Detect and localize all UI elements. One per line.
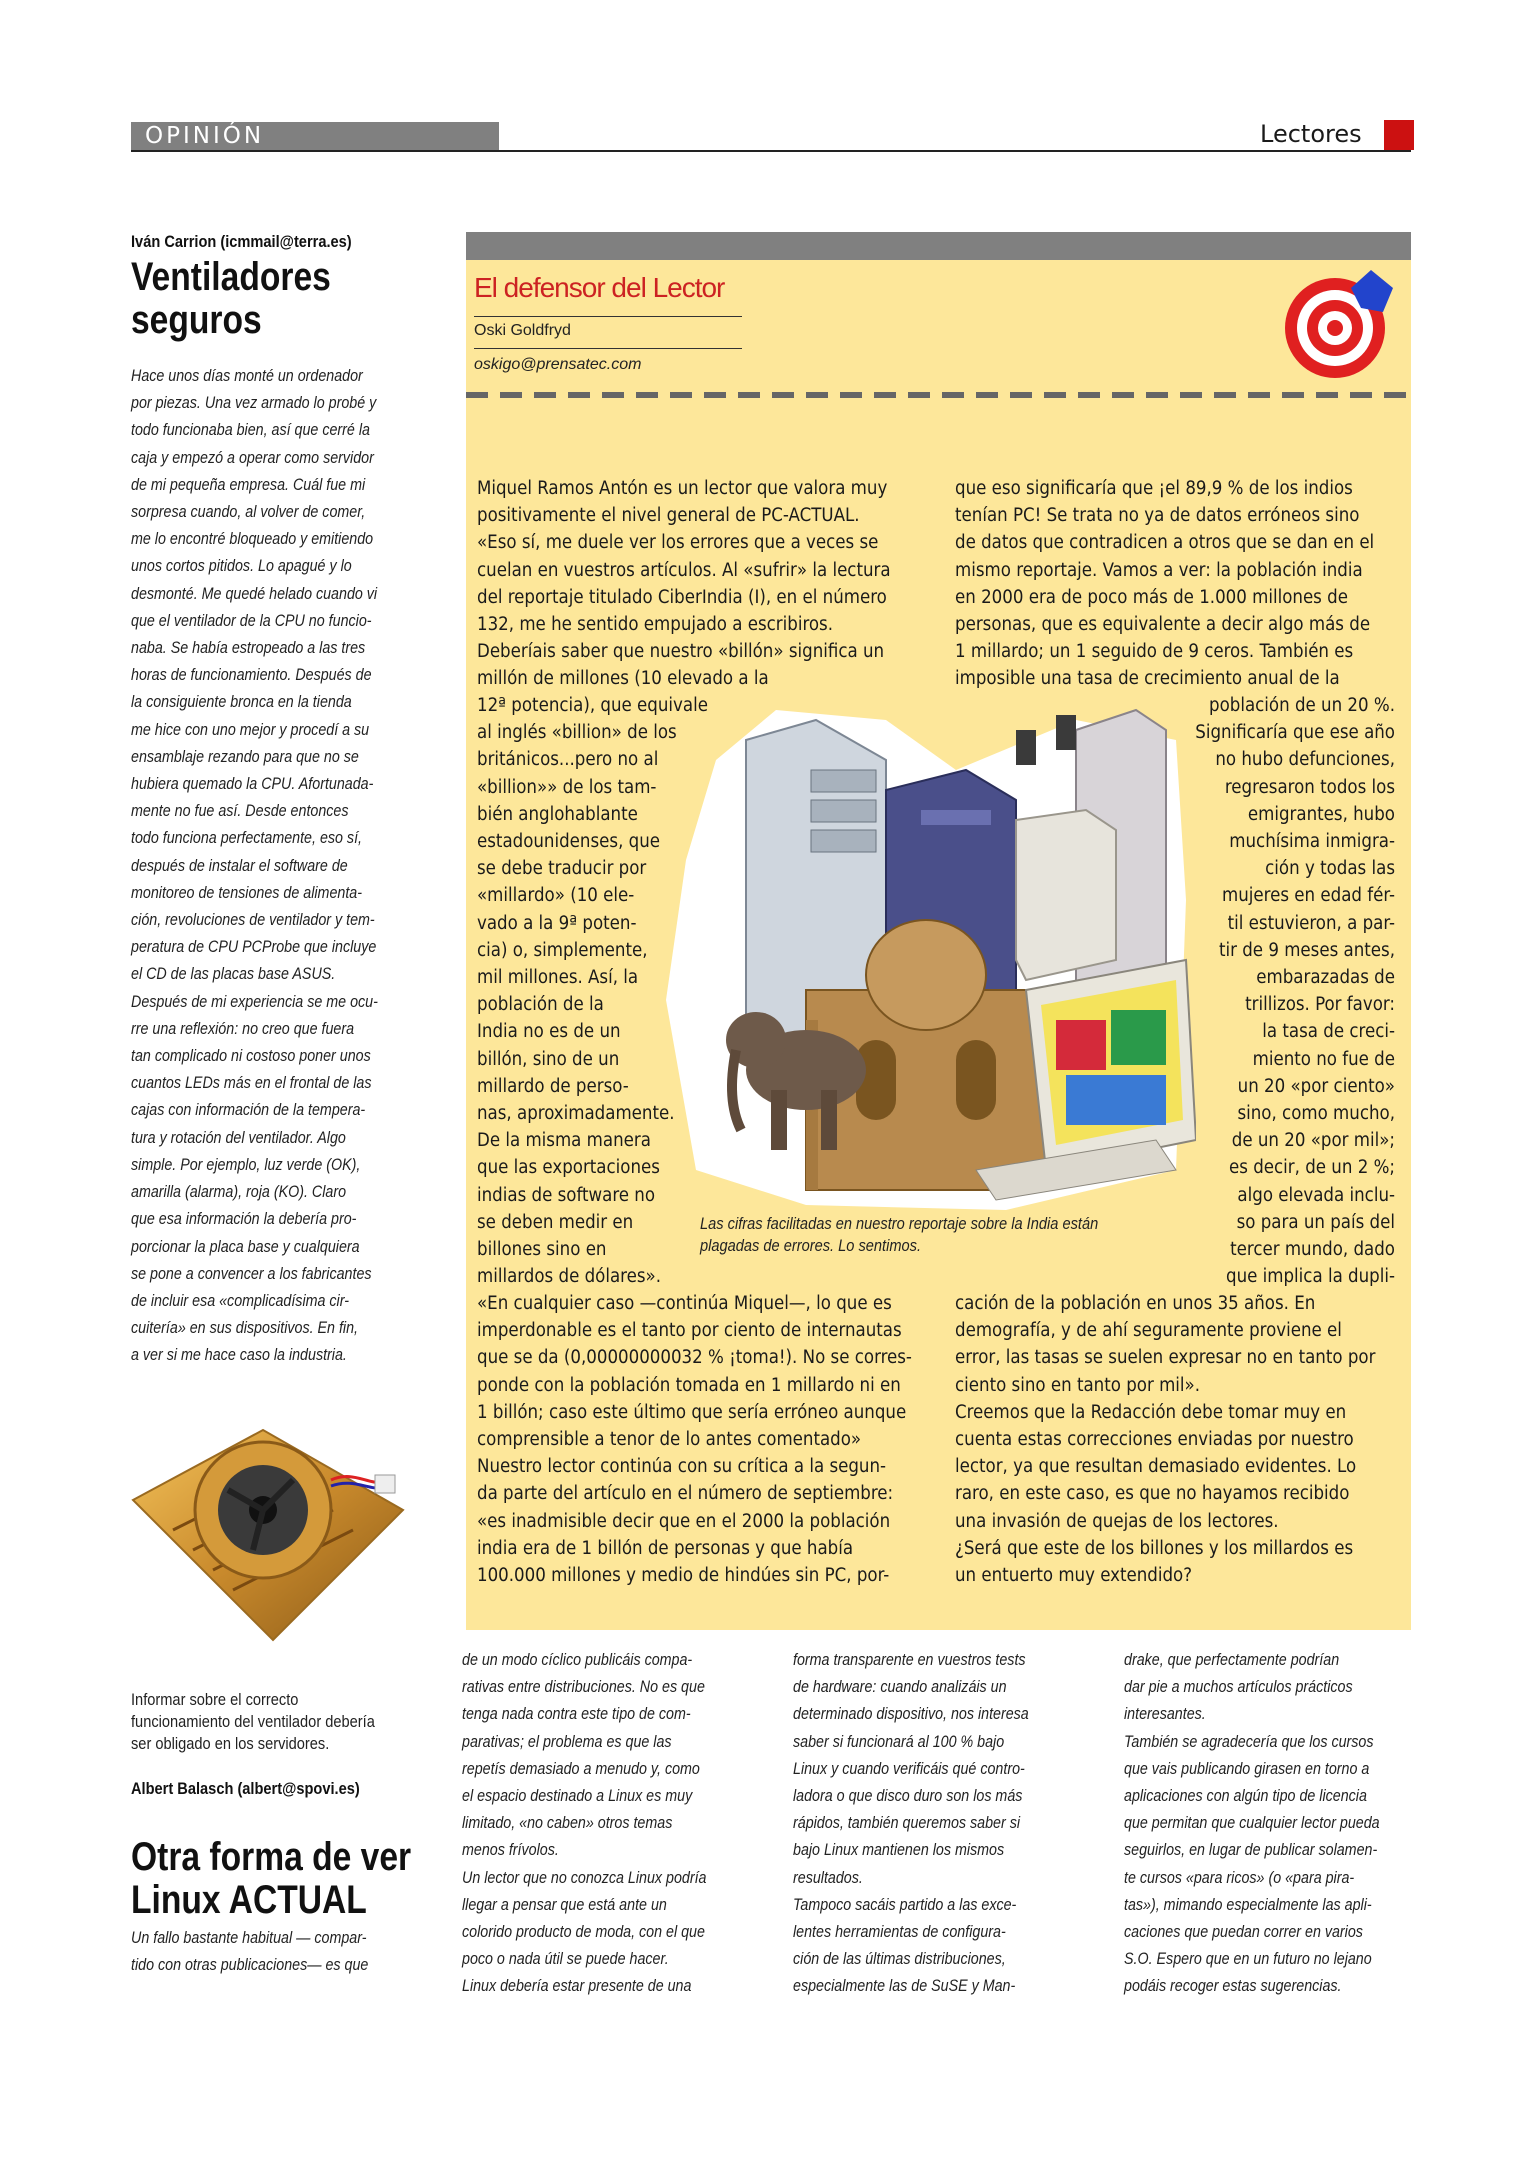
text-line: que permitan que cualquier lector pueda bbox=[1124, 1813, 1380, 1833]
text-line: a ver si me hace caso la industria. bbox=[131, 1345, 347, 1365]
text-line: drake, que perfectamente podrían bbox=[1124, 1650, 1340, 1669]
text-line: «millardo» (10 ele- bbox=[477, 885, 635, 907]
text-line: til estuvieron, a par- bbox=[1227, 912, 1395, 934]
text-line: millón de millones (10 elevado a la bbox=[477, 668, 769, 690]
text-line: que eso significaría que ¡el 89,9 % de los indios bbox=[955, 478, 1353, 499]
text-line: que se da (0,00000000032 % ¡toma!). No se corres- bbox=[477, 1347, 912, 1369]
text-line: tan complicado ni costoso poner unos bbox=[131, 1046, 371, 1066]
text-line: nas, aproximadamente. bbox=[477, 1103, 675, 1125]
text-line: demografía, y de ahí seguramente proviene el bbox=[955, 1320, 1342, 1342]
article-left-top bbox=[477, 475, 891, 693]
text-line: Significaría que ese año bbox=[1195, 722, 1395, 744]
text-line: millardos de dólares». bbox=[477, 1266, 661, 1288]
text-line: me lo encontré bloqueado y emitiendo bbox=[131, 529, 374, 549]
text-line: muchísima inmigra- bbox=[1229, 831, 1395, 853]
text-line: interesantes. bbox=[1124, 1704, 1206, 1724]
text-line: bajo Linux mantienen los mismos bbox=[793, 1840, 1005, 1860]
text-line: 1 billón; caso este último que sería erróneo aunque bbox=[477, 1401, 907, 1423]
text-line: ensamblaje rezando para que no se bbox=[131, 746, 359, 766]
text-line: un 20 «por ciento» bbox=[1237, 1075, 1395, 1097]
text-line: el CD de las placas base ASUS. bbox=[131, 964, 336, 984]
feature-email: oskigo@prensatec.com bbox=[474, 356, 642, 373]
text-line: de hardware: cuando analizáis un bbox=[793, 1677, 1007, 1697]
text-line: «Eso sí, me duele ver los errores que a veces se bbox=[477, 532, 879, 554]
text-line: ¿Será que este de los billones y los millardos es bbox=[955, 1537, 1354, 1559]
text-line: 1 millardo; un 1 seguido de 9 ceros. También es bbox=[955, 641, 1354, 663]
letter-title: Otra forma de ver Linux ACTUAL bbox=[131, 1835, 412, 1922]
caption-line: funcionamiento del ventilador debería bbox=[131, 1712, 375, 1731]
text-line: miento no fue de bbox=[1252, 1048, 1395, 1070]
text-line: Un fallo bastante habitual — compar- bbox=[131, 1928, 367, 1947]
text-line: poco o nada útil se puede hacer. bbox=[462, 1949, 669, 1969]
letter-author: Albert Balasch (albert@spovi.es) bbox=[131, 1779, 360, 1798]
text-line: comprensible a tenor de lo antes comentado» bbox=[477, 1429, 862, 1451]
text-line: se deben medir en bbox=[477, 1211, 634, 1233]
text-line: repetís demasiado a menudo y, como bbox=[462, 1758, 700, 1778]
letter-body bbox=[131, 362, 416, 1369]
text-line: billón, sino de un bbox=[477, 1048, 620, 1070]
text-line: indias de software no bbox=[477, 1184, 656, 1206]
text-line: cuantos LEDs más en el frontal de las bbox=[131, 1073, 372, 1093]
text-line: naba. Se había estropeado a las tres bbox=[131, 638, 366, 658]
text-line: cuitería» en sus dispositivos. En fin, bbox=[131, 1318, 359, 1338]
text-line: regresaron todos los bbox=[1224, 776, 1395, 798]
article-right-wrap bbox=[1170, 692, 1395, 1290]
text-line: horas de funcionamiento. Después de bbox=[131, 665, 372, 685]
text-line: rre una reflexión: no creo que fuera bbox=[131, 1018, 355, 1038]
text-line: India no es de un bbox=[477, 1021, 621, 1043]
text-line: india era de 1 billón de personas y que había bbox=[477, 1537, 854, 1559]
text-line: embarazadas de bbox=[1256, 967, 1395, 989]
text-line: S.O. Espero que en un futuro no lejano bbox=[1124, 1949, 1372, 1969]
text-line: imperdonable es el tanto por ciento de internautas bbox=[477, 1320, 902, 1342]
text-line: el espacio destinado a Linux es muy bbox=[462, 1786, 693, 1806]
text-line: simple. Por ejemplo, luz verde (OK), bbox=[131, 1154, 361, 1174]
text-line: imposible una tasa de crecimiento anual de la bbox=[955, 668, 1340, 690]
text-line: cación de la población en unos 35 años. En bbox=[955, 1293, 1316, 1314]
text-line: tas»), mimando especialmente las apli- bbox=[1124, 1894, 1372, 1914]
text-line: tercer mundo, dado bbox=[1230, 1239, 1395, 1261]
letter-linux-col2 bbox=[793, 1646, 1074, 2000]
text-line: que implica la dupli- bbox=[1226, 1266, 1395, 1288]
letter-author: Iván Carrion (icmmail@terra.es) bbox=[131, 232, 352, 251]
india-computers-photo bbox=[656, 700, 1196, 1220]
text-line: error, las tasas se suelen expresar no en tanto por bbox=[955, 1347, 1376, 1369]
text-line: emigrantes, hubo bbox=[1247, 803, 1395, 825]
category-marker bbox=[1384, 120, 1414, 150]
text-line: tenga nada contra este tipo de com- bbox=[462, 1704, 691, 1724]
text-line: ción y todas las bbox=[1265, 858, 1395, 880]
text-line: desmonté. Me quedé helado cuando vi bbox=[131, 583, 378, 603]
text-line: mismo reportaje. Vamos a ver: la población india bbox=[955, 559, 1363, 581]
text-line: lector, ya que resultan demasiado evidentes. Lo bbox=[955, 1456, 1357, 1478]
text-line: un entuerto muy extendido? bbox=[955, 1565, 1193, 1587]
text-line: 100.000 millones y medio de hindúes sin PC, por- bbox=[477, 1565, 890, 1587]
dashed-divider bbox=[466, 392, 1411, 398]
text-line: al inglés «billion» de los bbox=[477, 722, 677, 744]
text-line: vado a la 9ª poten- bbox=[477, 912, 637, 934]
text-line: porcionar la placa base y cualquiera bbox=[131, 1236, 360, 1256]
text-line: Hace unos días monté un ordenador bbox=[131, 366, 363, 385]
text-line: peratura de CPU PCProbe que incluye bbox=[131, 937, 377, 957]
text-line: cuelan en vuestros artículos. Al «sufrir» la lectura bbox=[477, 559, 891, 581]
text-line: amarilla (alarma), roja (KO). Claro bbox=[131, 1182, 347, 1202]
text-line: la consiguiente bronca en la tienda bbox=[131, 692, 352, 712]
text-line: estadounidenses, que bbox=[477, 831, 660, 853]
caption-line: plagadas de errores. Lo sentimos. bbox=[700, 1236, 922, 1255]
text-line: Un lector que no conozca Linux podría bbox=[462, 1867, 707, 1887]
text-line: positivamente el nivel general de PC-ACTUAL. bbox=[477, 505, 860, 527]
text-line: cajas con información de la tempera- bbox=[131, 1100, 366, 1120]
text-line: forma transparente en vuestros tests bbox=[793, 1650, 1026, 1669]
text-line: ladora o que disco duro son los más bbox=[793, 1786, 1023, 1806]
text-line: población de la bbox=[477, 994, 604, 1016]
text-line: billones sino en bbox=[477, 1239, 607, 1261]
text-line: hubiera quemado la CPU. Afortunada- bbox=[131, 774, 374, 794]
text-line: trillizos. Por favor: bbox=[1245, 994, 1395, 1016]
text-line: que vais publicando girasen en torno a bbox=[1124, 1758, 1370, 1778]
text-line: especialmente las de SuSE y Man- bbox=[793, 1976, 1016, 1996]
text-line: 12ª potencia), que equivale bbox=[477, 695, 708, 716]
page-category: Lectores bbox=[1260, 120, 1362, 148]
text-line: mujeres en edad fér- bbox=[1222, 885, 1395, 907]
text-line: ción de las últimas distribuciones, bbox=[793, 1949, 1006, 1969]
text-line: dar pie a muchos artículos prácticos bbox=[1124, 1677, 1353, 1697]
text-line: caja y empezó a operar como servidor bbox=[131, 447, 374, 467]
text-line: Deberíais saber que nuestro «billón» significa un bbox=[477, 641, 885, 663]
text-line: personas, que es equivalente a decir algo más de bbox=[955, 614, 1371, 636]
text-line: 132, me he sentido empujado a escribiros. bbox=[477, 614, 834, 636]
text-line: una invasión de quejas de los lectores. bbox=[955, 1510, 1279, 1532]
caption-line: Informar sobre el correcto bbox=[131, 1690, 299, 1709]
photo-caption bbox=[700, 1213, 1163, 1257]
text-line: ción, revoluciones de ventilador y tem- bbox=[131, 910, 375, 930]
text-line: seguirlos, en lugar de publicar solamen- bbox=[1124, 1840, 1378, 1860]
text-line: También se agradecería que los cursos bbox=[1124, 1731, 1374, 1751]
text-line: no hubo defunciones, bbox=[1215, 749, 1395, 771]
text-line: que las exportaciones bbox=[477, 1157, 660, 1179]
feature-top-bar bbox=[466, 232, 1411, 260]
text-line: colorido producto de moda, con el que bbox=[462, 1922, 705, 1942]
article-right-top bbox=[955, 475, 1374, 693]
caption-line: ser obligado en los servidores. bbox=[131, 1734, 330, 1753]
text-line: cuenta estas correcciones enviadas por nuestro bbox=[955, 1429, 1354, 1451]
text-line: que esa información la debería pro- bbox=[131, 1209, 357, 1229]
text-line: llegar a pensar que está ante un bbox=[462, 1894, 667, 1914]
text-line: mente no fue así. Desde entonces bbox=[131, 801, 349, 821]
feature-title: El defensor del Lector bbox=[474, 272, 725, 303]
text-line: que el ventilador de la CPU no funcio- bbox=[131, 610, 372, 630]
text-line: después de instalar el software de bbox=[131, 855, 348, 875]
text-line: da parte del artículo en el número de septiembre: bbox=[477, 1483, 894, 1505]
text-line: la tasa de creci- bbox=[1262, 1021, 1395, 1043]
text-line: unos cortos pitidos. Lo apagué y lo bbox=[131, 556, 352, 576]
text-line: de un modo cíclico publicáis compa- bbox=[462, 1650, 693, 1669]
text-line: raro, en este caso, es que no hayamos recibido bbox=[955, 1483, 1350, 1505]
letter-ventiladores bbox=[131, 232, 416, 1369]
text-line: menos frívolos. bbox=[462, 1840, 559, 1860]
text-line: mil millones. Así, la bbox=[477, 967, 639, 989]
cpu-cooler-image bbox=[113, 1390, 413, 1680]
text-line: algo elevada inclu- bbox=[1237, 1184, 1395, 1206]
text-line: sino, como mucho, bbox=[1237, 1103, 1395, 1125]
text-line: millardo de perso- bbox=[477, 1075, 629, 1097]
text-line: me hice con uno mejor y procedí a su bbox=[131, 719, 370, 739]
text-line: Después de mi experiencia se me ocu- bbox=[131, 991, 378, 1011]
section-label: OPINIÓN bbox=[145, 123, 265, 149]
text-line: limitado, «no caben» otros temas bbox=[462, 1813, 673, 1833]
text-line: por piezas. Una vez armado lo probé y bbox=[131, 393, 377, 413]
text-line: británicos...pero no al bbox=[477, 749, 659, 771]
text-line: población de un 20 %. bbox=[1209, 695, 1395, 716]
letter-linux-col1 bbox=[462, 1646, 753, 2000]
text-line: del reportaje titulado CiberIndia (I), en el número bbox=[477, 586, 887, 608]
text-line: sorpresa cuando, al volver de comer, bbox=[131, 502, 366, 522]
text-line: Linux y cuando verificáis qué contro- bbox=[793, 1758, 1025, 1778]
article-left-bottom bbox=[477, 1290, 912, 1589]
text-line: resultados. bbox=[793, 1867, 863, 1887]
text-line: tido con otras publicaciones— es que bbox=[131, 1955, 369, 1975]
text-line: «billion»» de los tam- bbox=[477, 776, 657, 798]
text-line: Tampoco sacáis partido a las exce- bbox=[793, 1894, 1017, 1914]
text-line: tir de 9 meses antes, bbox=[1218, 939, 1395, 961]
text-line: todo funciona perfectamente, eso sí, bbox=[131, 828, 363, 848]
text-line: de mi pequeña empresa. Cuál fue mi bbox=[131, 474, 366, 494]
text-line: Miquel Ramos Antón es un lector que valora muy bbox=[477, 478, 888, 499]
text-line: bién anglohablante bbox=[477, 803, 638, 825]
letter-title: Ventiladores seguros bbox=[131, 255, 331, 342]
text-line: Creemos que la Redacción debe tomar muy en bbox=[955, 1401, 1347, 1423]
feature-author-rule bbox=[474, 348, 742, 349]
text-line: rápidos, también queremos saber si bbox=[793, 1813, 1021, 1833]
text-line: tenían PC! Se trata no ya de datos erróneos sino bbox=[955, 505, 1360, 527]
text-line: se pone a convencer a los fabricantes bbox=[131, 1263, 372, 1283]
feature-author: Oski Goldfryd bbox=[474, 322, 571, 339]
text-line: Linux debería estar presente de una bbox=[462, 1976, 692, 1996]
caption-line: Las cifras facilitadas en nuestro reportaje sobre la India están bbox=[700, 1214, 1099, 1233]
text-line: de datos que contradicen a otros que se dan en el bbox=[955, 532, 1375, 554]
header-rule bbox=[131, 150, 1411, 152]
text-line: todo funcionaba bien, así que cerré la bbox=[131, 420, 370, 440]
text-line: so para un país del bbox=[1236, 1211, 1395, 1233]
text-line: monitoreo de tensiones de alimenta- bbox=[131, 882, 362, 902]
text-line: ponde con la población tomada en 1 millardo ni en bbox=[477, 1374, 901, 1396]
text-line: te cursos «para ricos» (o «para pira- bbox=[1124, 1867, 1355, 1887]
text-line: es decir, de un 2 %; bbox=[1229, 1157, 1395, 1179]
letter-intro bbox=[131, 1924, 416, 1978]
text-line: Nuestro lector continúa con su crítica a la segun- bbox=[477, 1456, 887, 1478]
text-line: saber si funcionará al 100 % bajo bbox=[793, 1731, 1005, 1751]
target-icon bbox=[1283, 268, 1395, 380]
letter-linux bbox=[131, 1779, 416, 1978]
text-line: ciento sino en tanto por mil». bbox=[955, 1374, 1201, 1396]
text-line: «es inadmisible decir que en el 2000 la población bbox=[477, 1510, 891, 1532]
text-line: de un 20 «por mil»; bbox=[1231, 1130, 1395, 1152]
text-line: cia) o, simplemente, bbox=[477, 939, 648, 961]
text-line: De la misma manera bbox=[477, 1130, 651, 1152]
feature-title-rule bbox=[474, 316, 742, 317]
text-line: determinado dispositivo, nos interesa bbox=[793, 1704, 1029, 1724]
text-line: aplicaciones con algún tipo de licencia bbox=[1124, 1786, 1367, 1806]
text-line: parativas; el problema es que las bbox=[462, 1731, 672, 1751]
article-right-bottom bbox=[955, 1290, 1375, 1589]
text-line: podáis recoger estas sugerencias. bbox=[1124, 1976, 1342, 1996]
text-line: lentes herramientas de configura- bbox=[793, 1922, 1006, 1942]
text-line: en 2000 era de poco más de 1.000 millones de bbox=[955, 586, 1348, 608]
text-line: rativas entre distribuciones. No es que bbox=[462, 1677, 705, 1697]
text-line: caciones que puedan correr en varios bbox=[1124, 1922, 1363, 1942]
text-line: «En cualquier caso —continúa Miquel—, lo que es bbox=[477, 1293, 892, 1314]
letter-linux-col3 bbox=[1124, 1646, 1428, 2000]
text-line: de incluir esa «complicadísima cir- bbox=[131, 1290, 349, 1310]
cooler-caption bbox=[131, 1689, 416, 1755]
text-line: se debe traducir por bbox=[477, 858, 647, 880]
text-line: tura y rotación del ventilador. Algo bbox=[131, 1127, 346, 1147]
